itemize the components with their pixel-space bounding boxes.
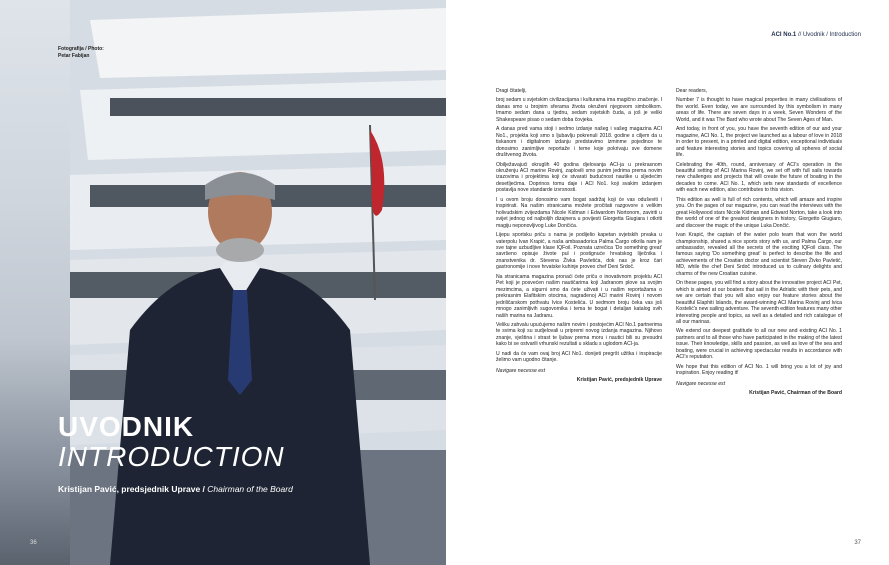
running-head-magazine: ACI No.1 bbox=[771, 32, 797, 38]
hr-signoff: Navigare necesse est bbox=[496, 367, 545, 374]
en-paragraph: Ivan Krapić, the captain of the water polo team that won the world championship, shared a nice sports story with us, and Palma Čargo, our ambassador, revealed all the secrets of the exciting IQFoil class. The famous saying 'Do something great' is perfect to describe the life and achievements of the Croatian doctor and scientist Steven Živko Pavletić, MD, while the chef Deni Srdoč introduced us to culinary delights and charms of the new Croatian cuisine. bbox=[676, 232, 842, 277]
en-signature: Kristijan Pavić, Chairman of the Board bbox=[749, 390, 842, 397]
hr-paragraph: Lijepu sportsku priču s nama je podijelio kapetan svjetskih prvaka u vaterpolu Ivan Krapić, a naša ambasadorica Palma Čargo otkrila nam je sve tajne uzbudljive klase IQFoil. Poznata uzrečica 'Do something great' savršeno opisuje živote pul i postignuće hrvatskog liječnika i znanstvenika dr. Stevena Živka Pavletića, dok nas je kroz čari gastronomije i nove hrvatske kuhinje proveo chef Deni Srdoč. bbox=[496, 232, 662, 271]
right-page-text bbox=[446, 0, 889, 565]
hr-paragraph: Dragi čitatelji, bbox=[496, 88, 527, 94]
byline-role: Chairman of the Board bbox=[207, 484, 293, 494]
byline bbox=[58, 484, 293, 494]
en-paragraph: Dear readers, bbox=[676, 88, 708, 94]
en-paragraph: On these pages, you will find a story about the innovative project ACI Pet, which is aimed at our boaters that sail in the Adriatic with their pets, and we are certain that you will also enjoy our feature stories about the beautiful Elaphiti Islands, the award-winning ACI Marina Rovinj and Ivica Kostelić's new sailing adventure. The seventh edition features many other interesting people and topics, as well as a detailed and rich catalogue of all our marinas. bbox=[676, 280, 842, 325]
en-paragraph: Celebrating the 40th, round, anniversary of ACI's operation in the beautiful setting of ACI Marina Rovinj, we set off with full sails towards new challenges and projects that will create the future of boating in the decades to come. ACI No. 1, which sets new standards of excellence with each new edition, also contributes to this vision. bbox=[676, 161, 842, 194]
en-paragraph: We extend our deepest gratitude to all our new and existing ACI No. 1 partners and to all those who have participated in the making of the latest issue. Their knowledge, skills and passion, as well as love of the sea and boating, were crucial in achieving spectacular results in accordance with ACI's reputation. bbox=[676, 328, 842, 361]
hr-signature: Kristijan Pavić, predsjednik Uprave bbox=[576, 377, 662, 384]
photo-credit-label: Fotografija / Photo: bbox=[58, 46, 104, 52]
hr-paragraph: U nadi da će vam ovaj broj ACI No1. donijeti pregršt užitka i inspiracije želimo vam ugodno čitanje. bbox=[496, 350, 662, 364]
hr-paragraph: Na stranicama magazina pronaći ćete priču o inovativnom projektu ACI Pet koji je posvećen našim nautičarima koji Jadranom plove sa svojim mezimcima, a sigurni smo da ćete uživati i u našim reportažama o prekrasnim Elafitskim otocima, nagrađenoj ACI marini Rovinj i novom jedriličarskom pothvatu Ivice Kostelića. U sedmom broju čeka vas još mnogo zanimljivih sugovornika i tema te bogat i detaljan katalog svih naših marina na Jadranu. bbox=[496, 273, 662, 319]
running-head-section: // Uvodnik / Introduction bbox=[797, 32, 861, 38]
hr-paragraph: broj sedam u svjetskim civilizacijama i kulturama ima magično značenje. I danas smo u brojnim sferama života okruženi njegovom simbolikom. Imamo sedam dana u tjednu, sedam svjetskih čuda, a još je veliki Shakespeare pisao o sedam doba čovjeka. bbox=[496, 97, 662, 123]
byline-name: Kristijan Pavić, predsjednik Uprave / bbox=[58, 484, 205, 494]
english-column bbox=[676, 88, 842, 399]
running-head bbox=[771, 32, 861, 38]
en-paragraph: This edition as well is full of rich contents, which will amaze and inspire you. On the pages of our magazine, you can read the interviews with the great Hollywood stars Nicole Kidman and Edward Norton, take a look into the world of one of the greatest designers in history, Giorgetto Giugiaro, and discover the magic of the unique Luka Dončić. bbox=[676, 196, 842, 229]
page-title bbox=[58, 412, 285, 472]
photo-credit bbox=[58, 46, 104, 60]
en-paragraph: And today, in front of you, you have the seventh edition of our and your magazine, ACI No. 1, the project we launched as a labour of love in 2018 in order to present, in a printed and digital edition, exceptional individuals and feature interesting stories and topics covering all spheres of social life. bbox=[676, 126, 842, 159]
hr-paragraph: I u ovom broju donosimo vam bogat sadržaj koji će vas oduševiti i inspirirati. Na našim stranicama možete pročitati razgovore s velikim holivudskim zvijezdama Nicole Kidman i Edwardom Nortonom, zaviriti u svijet jednog od najboljih dizajnera u povijesti Giorgetta Giugiara i otkriti magiju neponovljivog Luke Dončića. bbox=[496, 196, 662, 229]
title-croatian: UVODNIK bbox=[58, 411, 195, 442]
page-number-left: 36 bbox=[30, 540, 37, 546]
hr-paragraph: A danas pred vama stoji i sedmo izdanje našeg i vašeg magazina ACI No1., projekta koji smo s ljubavlju pokrenuli 2018. godine s ciljem da u tiskanom i digitalnom izdanju predstavimo izminme pojedince te donosimo zanimljive reportaže i teme koje pokrivaju sve domene društvenog života. bbox=[496, 126, 662, 159]
en-signoff: Navigare necesse est bbox=[676, 380, 725, 387]
title-english: INTRODUCTION bbox=[58, 441, 285, 472]
croatian-column bbox=[496, 88, 662, 387]
en-paragraph: Number 7 is thought to have magical properties in many civilisations of the world. Even today, we are surrounded by this symbolism in many areas of life. There are seven days in a week, Seven Wonders of the World, and it was The Bard who wrote about The Seven Ages of Man. bbox=[676, 97, 842, 123]
en-paragraph: We hope that this edition of ACI No. 1 will bring you a lot of joy and inspiration. Enjoy reading it! bbox=[676, 363, 842, 377]
hr-paragraph: Veliku zahvalu upućujemo našim novim i postojećim ACI No.1 partnerima te svima koji su sudjelovali u pripremi novog izdanja magazina. Njihovo znanje, vještina i strast te ljubav prema moru i nautici bili su presudni kako bi se ostvarili vrhunski rezultati u skladu s uglodom ACI-ja. bbox=[496, 321, 662, 348]
hr-paragraph: Obilježavajući okruglih 40 godina djelovanja ACI-ja u prekrasnom okruženju ACI marine Rovinj, zaplovili smo punim jedrima prema novim izazovima i projektima koji će stvarati budućnost nautike u sljedećim desetljećima. Doprinos tomu daje i ACI No1. koji svakim izdanjem postavlja nove standarde izvrsnosti. bbox=[496, 161, 662, 194]
yacht-background-image bbox=[70, 0, 446, 565]
page-number-right: 37 bbox=[854, 540, 861, 546]
photo-credit-name: Petar Fabijan bbox=[58, 53, 90, 59]
